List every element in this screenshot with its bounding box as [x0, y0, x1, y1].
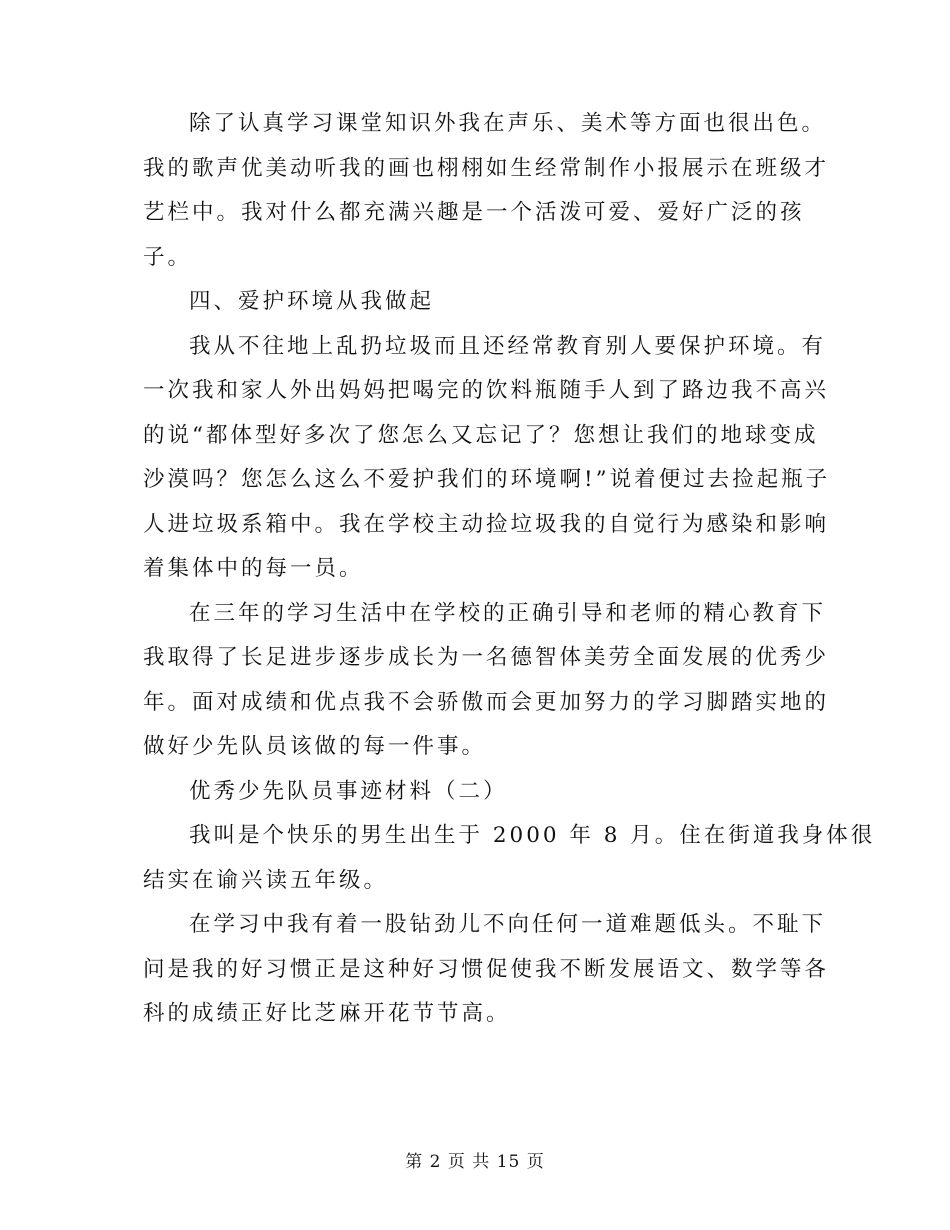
- text-line: 艺栏中。我对什么都充满兴趣是一个活泼可爱、爱好广泛的孩: [143, 200, 805, 225]
- text-line: 做好少先队员该做的每一件事。: [143, 734, 487, 759]
- section-heading-environment: [143, 280, 808, 325]
- paragraph-study: [143, 903, 830, 1037]
- text-line: 问是我的好习惯正是这种好习惯促使我不断发展语文、数学等各: [143, 956, 830, 982]
- text-line: 我从不往地上乱扔垃圾而且还经常教育别人要保护环境。有: [189, 333, 827, 359]
- section-heading-part-two: [143, 770, 808, 815]
- text-line: 我的歌声优美动听我的画也栩栩如生经常制作小报展示在班级才: [143, 155, 830, 181]
- page-number-footer: 第 2 页 共 15 页: [405, 1152, 545, 1172]
- text-line: 四、爱护环境从我做起: [189, 289, 435, 314]
- text-line: 除了认真学习课堂知识外我在声乐、美术等方面也很出色。: [189, 111, 827, 136]
- text-line: 年。面对成绩和优点我不会骄傲而会更加努力的学习脚踏实地的: [143, 689, 830, 715]
- text-line: 沙漠吗？您怎么这么不爱护我们的环境啊!”说着便过去捡起瓶子: [143, 467, 831, 492]
- document-body: [143, 102, 876, 1037]
- text-line: 的说“都体型好多次了您怎么又忘记了？您想让我们的地球变成: [143, 422, 819, 448]
- text-line: 子。: [143, 244, 193, 270]
- text-line: 结实在谕兴读五年级。: [143, 867, 389, 893]
- text-line: 优秀少先队员事迹材料（二）: [189, 778, 508, 804]
- text-line: 一次我和家人外出妈妈把喝完的饮料瓶随手人到了路边我不高兴: [143, 378, 830, 403]
- text-line: 我取得了长足进步逐步成长为一名德智体美劳全面发展的优秀少: [143, 645, 830, 670]
- text-line: 人进垃圾系箱中。我在学校主动捡垃圾我的自觉行为感染和影响: [143, 511, 830, 537]
- paragraph-talents: [143, 102, 830, 280]
- text-line: 科的成绩正好比芝麻开花节节高。: [143, 1001, 511, 1026]
- paragraph-summary: [143, 592, 830, 770]
- text-line: 我叫是个快乐的男生出生于 2000 年 8 月。住在街道我身体很: [189, 823, 876, 848]
- paragraph-introduction: [143, 814, 876, 903]
- text-line: 在学习中我有着一股钻劲儿不向任何一道难题低头。不耻下: [189, 912, 827, 937]
- paragraph-environment: [143, 325, 831, 592]
- text-line: 在三年的学习生活中在学校的正确引导和老师的精心教育下: [189, 600, 827, 626]
- text-line: 着集体中的每一员。: [143, 556, 364, 581]
